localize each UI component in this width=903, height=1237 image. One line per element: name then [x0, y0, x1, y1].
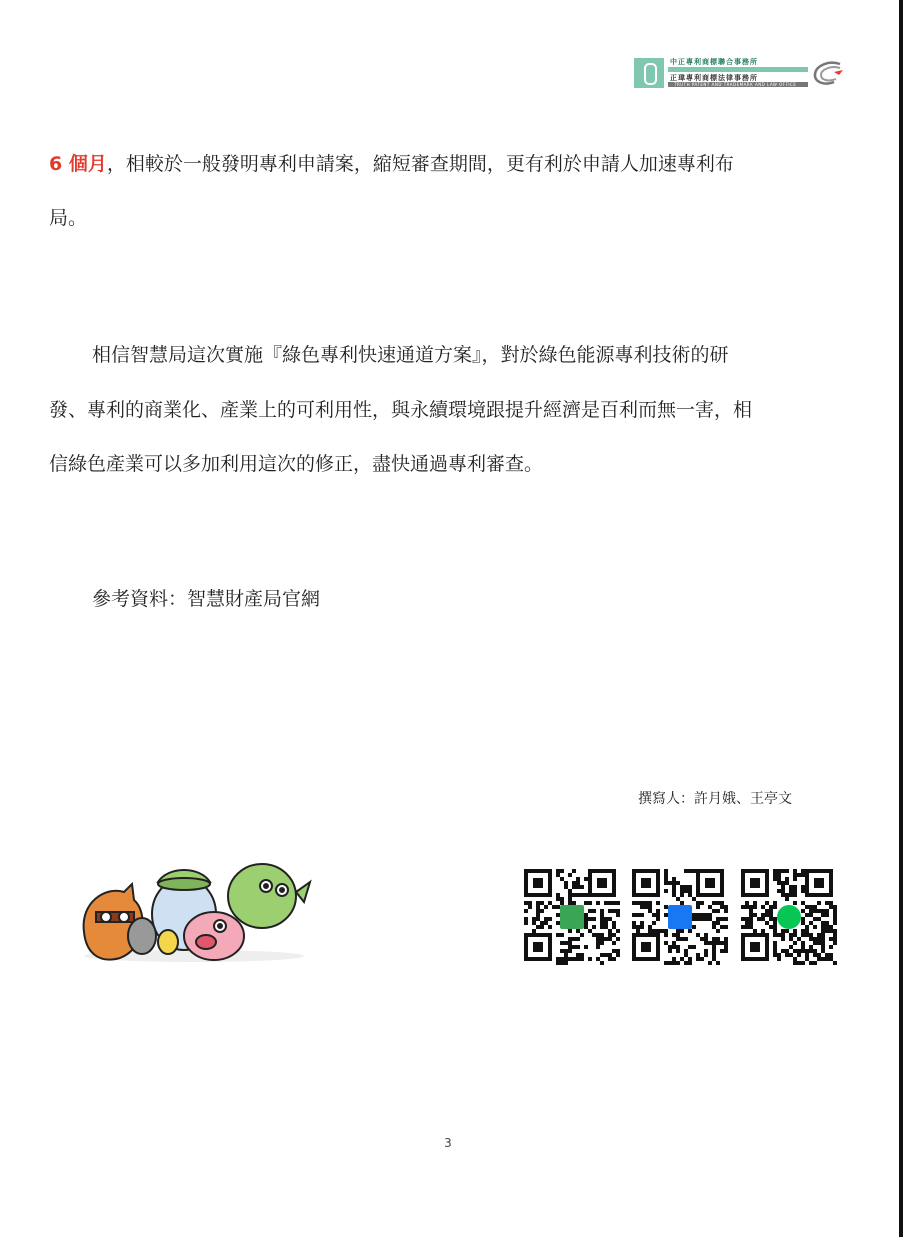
paragraph-1-line-1: 6 個月，相較於一般發明專利申請案，縮短審查期間，更有利於申請人加速專利布 [49, 153, 734, 175]
qr-code-line[interactable] [741, 869, 837, 965]
page-number: 3 [444, 1136, 452, 1150]
paragraph-2-line-3: 信綠色產業可以多加利用這次的修正，盡快通過專利審查。 [49, 453, 544, 475]
page-edge [899, 0, 903, 1237]
paragraph-2-line-2: 發、專利的商業化、產業上的可利用性，與永續環境跟提升經濟是百利而無一害，相 [49, 399, 753, 421]
logo-line-1: 中正專利商標聯合事務所 [670, 58, 758, 66]
paragraph-2-line-1: 相信智慧局這次實施『綠色專利快速通道方案』，對於綠色能源專利技術的研 [92, 344, 729, 366]
highlight-6-months: 6 個月 [49, 153, 107, 175]
logo-line-2: 正瑋專利商標法律事務所 [670, 74, 758, 82]
mascot-illustration-icon [76, 852, 312, 966]
reference-line: 參考資料：智慧財產局官網 [92, 588, 321, 610]
logo-line-3: TRUTH PATENT AND TRADEMARK AND LAW OFFICE [674, 82, 797, 87]
paragraph-1-line-2: 局。 [49, 207, 88, 229]
author-line: 撰寫人：許月娥、王亭文 [638, 791, 792, 807]
logo-mark-icon [634, 58, 664, 88]
line-icon [777, 905, 801, 929]
website-icon [560, 905, 584, 929]
logo-swirl-icon [810, 58, 844, 88]
qr-code-website[interactable] [524, 869, 620, 965]
facebook-icon [668, 905, 692, 929]
qr-code-facebook[interactable] [632, 869, 728, 965]
firm-logo [634, 56, 846, 90]
